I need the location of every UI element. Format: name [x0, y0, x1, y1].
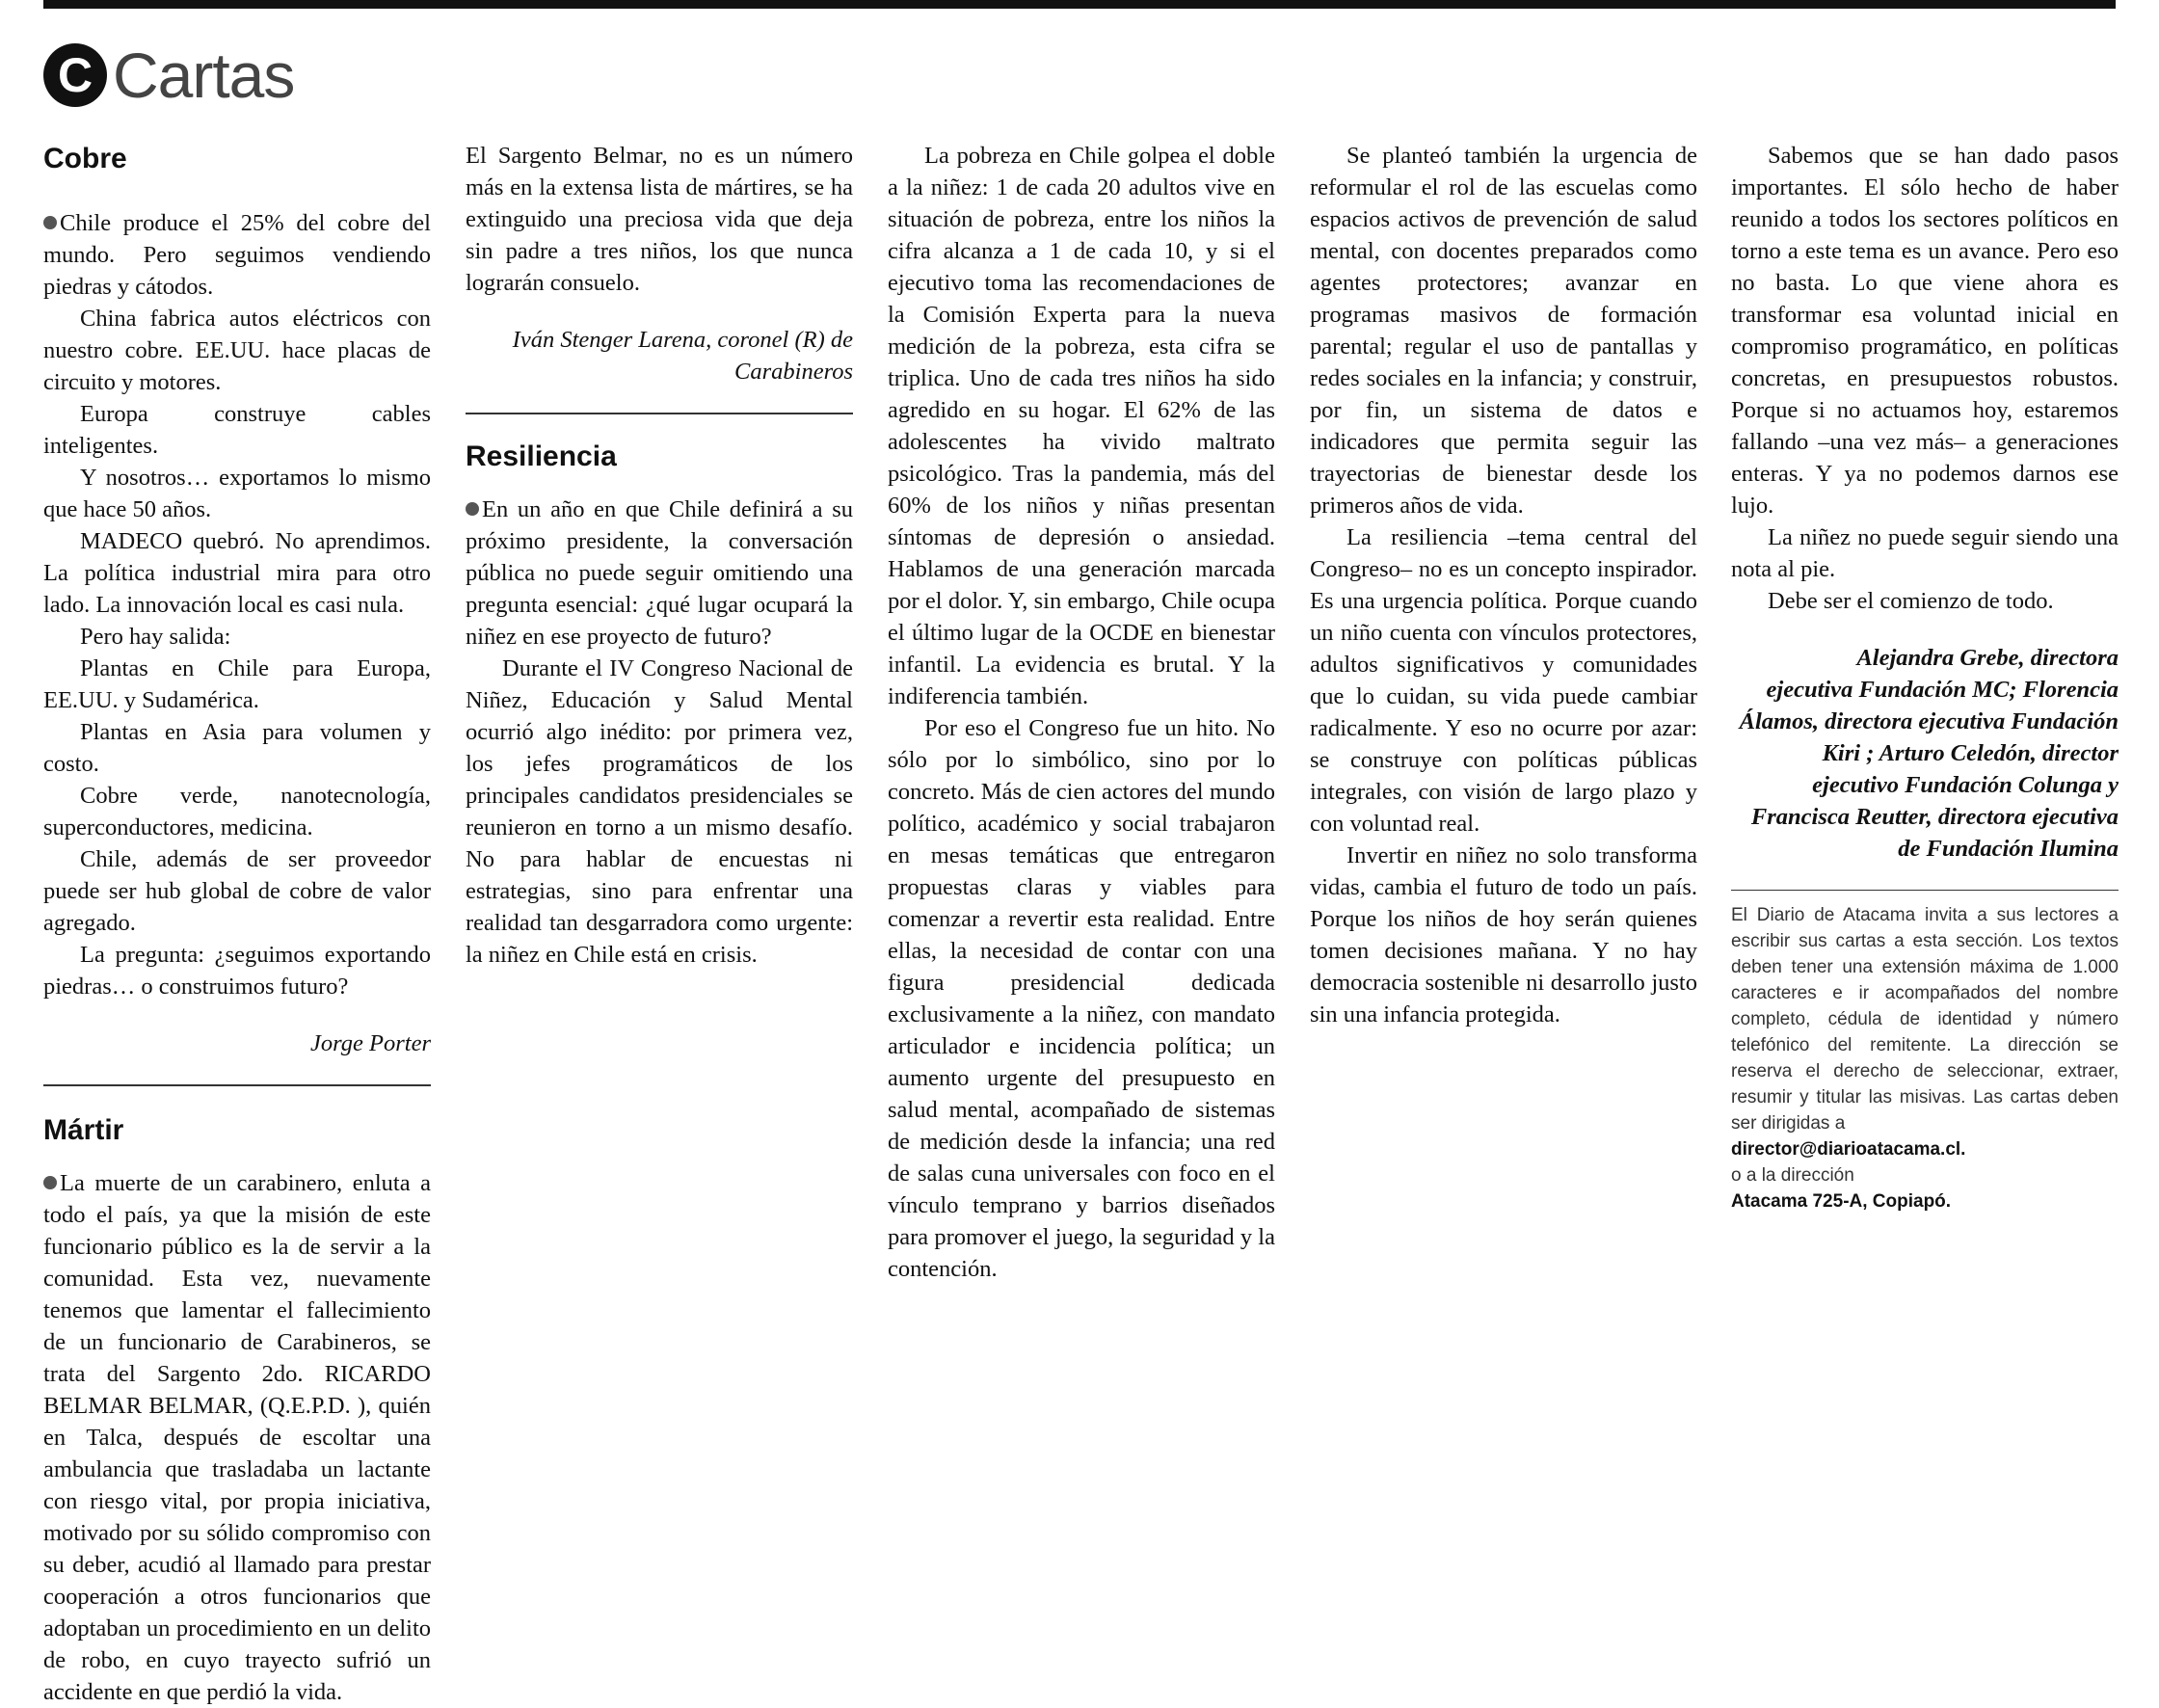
letter-headline-martir: Mártir	[43, 1114, 124, 1146]
column-5	[1731, 140, 2119, 1214]
letter-paragraph: Se planteó también la urgencia de reformular el rol de las escuelas como espacios activos de prevención de salud mental, con docentes preparados como agentes protectores; avanzar en programas masivos de formación parental; regular el uso de pantallas y redes sociales en la infancia; y construir, por fin, un sistema de datos e indicadores que permita seguir las trayectorias de bienestar desde los primeros años de vida.	[1310, 143, 1697, 519]
letter-paragraph: Chile produce el 25% del cobre del mundo. Pero seguimos vendiendo piedras y cátodos.	[43, 210, 431, 300]
letter-paragraph: Plantas en Asia para volumen y costo.	[43, 719, 431, 777]
editor-address: Atacama 725-A, Copiapó.	[1731, 1191, 1952, 1212]
letter-paragraph: Sabemos que se han dado pasos importantes. El sólo hecho de haber reunido a todos los sectores políticos en torno a este tema es un avance. Pero eso no basta. Lo que viene ahora es transformar esa voluntad inicial en compromiso programático, en políticas concretas, en presupuestos robustos. Porque si no actuamos hoy, estaremos fallando –una vez más– a generaciones enteras. Y ya no podemos darnos ese lujo.	[1731, 143, 2119, 519]
letter-paragraph: El Sargento Belmar, no es un número más en la extensa lista de mártires, se ha extinguido una preciosa vida que deja sin padre a tres niños, los que nunca lograrán consuelo.	[466, 143, 853, 296]
column-2	[466, 140, 853, 971]
letter-signature-cobre: Jorge Porter	[310, 1030, 431, 1056]
top-rule	[43, 0, 2116, 9]
letter-headline-cobre: Cobre	[43, 143, 127, 174]
bullet-icon	[466, 502, 479, 516]
letter-paragraph: La muerte de un carabinero, enluta a todo el país, ya que la misión de este funcionario público es la de servir a la comunidad. Esta vez, nuevamente tenemos que lamentar el fallecimiento de un funcionario de Carabineros, se trata del Sargento 2do. RICARDO BELMAR BELMAR, (Q.E.P.D. ), quién en Talca, después de escoltar una ambulancia que trasladaba un lactante con riesgo vital, por propia iniciativa, motivado por su sólido compromiso con su deber, acudió al llamado para prestar cooperación a otros funcionarios que adoptaban un procedimiento en un delito de robo, en cuyo trayecto sufrió un accidente en que perdió la vida.	[43, 1170, 431, 1705]
letter-paragraph: Durante el IV Congreso Nacional de Niñez, Educación y Salud Mental ocurrió algo inédito: por primera vez, los jefes programáticos de los principales candidatos presidenciales se reunieron en torno a un mismo desafío. No para hablar de encuestas ni estrategias, sino para enfrentar una realidad tan desgarradora como urgente: la niñez en Chile está en crisis.	[466, 655, 853, 968]
letter-paragraph: Debe ser el comienzo de todo.	[1768, 588, 2054, 614]
letter-paragraph: Por eso el Congreso fue un hito. No sólo por lo simbólico, sino por lo concreto. Más de cien actores del mundo político, académico y social trabajaron en mesas temáticas que entregaron propuestas claras y viables para comenzar a revertir esta realidad. Entre ellas, la necesidad de contar con una figura presidencial dedicada exclusivamente a la niñez, con mandato articulador e incidencia política; un aumento urgente del presupuesto en salud mental, acompañado de sistemas de medición desde la infancia; una red de salas cuna universales con foco en el vínculo temprano y barrios diseñados para promover el juego, la seguridad y la contención.	[888, 715, 1275, 1282]
editor-note-or: o a la dirección	[1731, 1165, 1854, 1186]
letter-paragraph: MADECO quebró. No aprendimos. La política industrial mira para otro lado. La innovación local es casi nula.	[43, 528, 431, 618]
letter-paragraph: La niñez no puede seguir siendo una nota al pie.	[1731, 524, 2119, 582]
letter-paragraph: La pregunta: ¿seguimos exportando piedras… o construimos futuro?	[43, 942, 431, 1000]
editor-note-text: El Diario de Atacama invita a sus lectores a escribir sus cartas a esta sección. Los textos deben tener una extensión máxima de 1.000 caracteres e ir acompañados del nombre completo, cédula de identidad y número telefónico del remitente. La dirección se reserva el derecho de seleccionar, extraer, resumir y titular las misivas. Las cartas deben ser dirigidas a	[1731, 905, 2119, 1134]
section-title: Cartas	[113, 39, 295, 111]
letter-paragraph: Europa construye cables inteligentes.	[43, 401, 431, 459]
column-1	[43, 140, 431, 1708]
column-4	[1310, 140, 1697, 1030]
editor-email: director@diarioatacama.cl.	[1731, 1139, 1966, 1160]
letter-paragraph: Cobre verde, nanotecnología, superconductores, medicina.	[43, 783, 431, 841]
letter-paragraph: En un año en que Chile definirá a su próximo presidente, la conversación pública no puede seguir omitiendo una pregunta esencial: ¿qué lugar ocupará la niñez en ese proyecto de futuro?	[466, 496, 853, 650]
letter-paragraph: Chile, además de ser proveedor puede ser hub global de cobre de valor agregado.	[43, 846, 431, 936]
bullet-icon	[43, 216, 57, 229]
letter-signature-martir: Iván Stenger Larena, coronel (R) de Carabineros	[512, 327, 853, 385]
letter-paragraph: Invertir en niñez no solo transforma vidas, cambia el futuro de todo un país. Porque los niños de hoy serán quienes tomen decisiones mañana. Y no hay democracia sostenible ni desarrollo justo sin una infancia protegida.	[1310, 842, 1697, 1027]
letter-paragraph: Y nosotros… exportamos lo mismo que hace 50 años.	[43, 465, 431, 522]
letter-paragraph: China fabrica autos eléctricos con nuestro cobre. EE.UU. hace placas de circuito y motores.	[43, 306, 431, 395]
letter-paragraph: Pero hay salida:	[80, 624, 231, 650]
bullet-icon	[43, 1176, 57, 1189]
letter-paragraph: Plantas en Chile para Europa, EE.UU. y Sudamérica.	[43, 655, 431, 713]
letter-signature-resiliencia: Alejandra Grebe, directora ejecutiva Fundación MC; Florencia Álamos, directora ejecutiva Fundación Kiri ; Arturo Celedón, director ejecutivo Fundación Colunga y Francisca Reutter, directora ejecutiva de Fundación Ilumina	[1739, 645, 2119, 862]
column-3	[888, 140, 1275, 1285]
section-logo: C	[43, 43, 107, 107]
letter-headline-resiliencia: Resiliencia	[466, 440, 617, 472]
editor-note	[1731, 902, 2119, 1214]
letter-paragraph: La resiliencia –tema central del Congreso– no es un concepto inspirador. Es una urgencia política. Porque cuando un niño cuenta con vínculos protectores, adultos significativos y comunidades que lo cuidan, su vida puede cambiar radicalmente. Y eso no ocurre por azar: se construye con políticas públicas integrales, con visión de largo plazo y con voluntad real.	[1310, 524, 1697, 837]
letter-paragraph: La pobreza en Chile golpea el doble a la niñez: 1 de cada 20 adultos vive en situación de pobreza, entre los niños la cifra alcanza a 1 de cada 10, y si el ejecutivo toma las recomendaciones de la Comisión Experta para la nueva medición de la pobreza, esta cifra se triplica. Uno de cada tres niños ha sido agredido en su hogar. El 62% de las adolescentes ha vivido maltrato psicológico. Tras la pandemia, más del 60% de los niños y niñas presentan síntomas de depresión o ansiedad. Hablamos de una generación marcada por el dolor. Y, sin embargo, Chile ocupa el último lugar de la OCDE en bienestar infantil. La evidencia es brutal. Y la indiferencia también.	[888, 143, 1275, 709]
section-masthead	[43, 39, 294, 111]
